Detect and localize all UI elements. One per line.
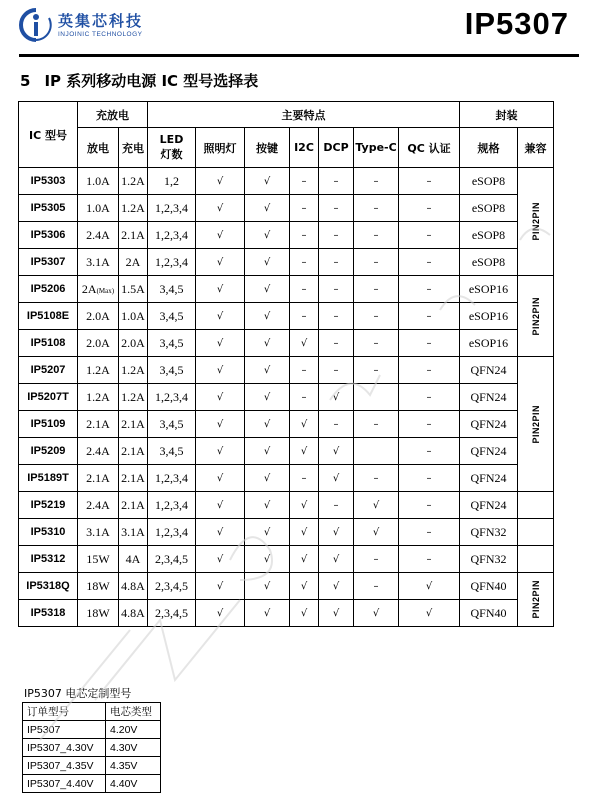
cell-led: 1,2,3,4 xyxy=(148,249,196,276)
table-row xyxy=(19,303,554,330)
cell-charge: 1.2A xyxy=(119,168,148,195)
cell-package: QFN24 xyxy=(460,492,518,519)
header-charge: 充电 xyxy=(119,128,148,168)
cell-type-type: 4.20V xyxy=(106,721,161,739)
cell-qc: – xyxy=(399,519,460,546)
cell-type-order: IP5307 xyxy=(23,721,106,739)
cell-i2c: √ xyxy=(290,492,319,519)
cell-light: √ xyxy=(196,357,245,384)
header-led-line2: 灯数 xyxy=(160,148,183,161)
table-row xyxy=(19,222,554,249)
cell-dcp: √ xyxy=(319,438,354,465)
cell-qc: – xyxy=(399,411,460,438)
cell-key: √ xyxy=(245,438,290,465)
table-row xyxy=(19,168,554,195)
header-package: 封装 xyxy=(460,102,554,128)
cell-types-title: IP5307 电芯定制型号 xyxy=(24,687,132,700)
cell-qc: – xyxy=(399,276,460,303)
cell-dcp: – xyxy=(319,411,354,438)
cell-package: QFN32 xyxy=(460,546,518,573)
cell-typec: – xyxy=(354,357,399,384)
cell-qc: – xyxy=(399,357,460,384)
discharge-value: 3.1A xyxy=(86,254,110,269)
cell-header-type: 电芯类型 xyxy=(106,703,161,721)
cell-compat xyxy=(518,573,554,627)
cell-discharge xyxy=(78,249,119,276)
cell-led: 3,4,5 xyxy=(148,438,196,465)
cell-ic-model: IP5306 xyxy=(19,222,78,249)
cell-compat xyxy=(518,357,554,492)
header-charge-discharge: 充放电 xyxy=(78,102,148,128)
cell-i2c: – xyxy=(290,168,319,195)
discharge-value: 2.0A xyxy=(86,308,110,323)
discharge-value: 2.1A xyxy=(86,416,110,431)
cell-typec: – xyxy=(354,249,399,276)
cell-key: √ xyxy=(245,330,290,357)
discharge-value: 2.4A xyxy=(86,497,110,512)
cell-type-row xyxy=(23,757,161,775)
cell-led: 1,2,3,4 xyxy=(148,492,196,519)
cell-typec: – xyxy=(354,195,399,222)
cell-typec: – xyxy=(354,276,399,303)
cell-i2c: – xyxy=(290,465,319,492)
cell-light: √ xyxy=(196,384,245,411)
table-row xyxy=(19,573,554,600)
company-logo-icon xyxy=(19,8,53,42)
cell-qc: – xyxy=(399,222,460,249)
cell-light: √ xyxy=(196,465,245,492)
cell-i2c: – xyxy=(290,303,319,330)
cell-typec: √ xyxy=(354,519,399,546)
cell-package: eSOP16 xyxy=(460,303,518,330)
cell-dcp: – xyxy=(319,276,354,303)
ic-selection-table xyxy=(18,101,554,627)
cell-discharge xyxy=(78,573,119,600)
cell-led: 1,2,3,4 xyxy=(148,384,196,411)
cell-light: √ xyxy=(196,222,245,249)
cell-dcp: – xyxy=(319,168,354,195)
cell-led: 3,4,5 xyxy=(148,411,196,438)
header-divider xyxy=(19,54,579,57)
discharge-value: 2.1A xyxy=(86,470,110,485)
cell-ic-model: IP5219 xyxy=(19,492,78,519)
cell-i2c: – xyxy=(290,357,319,384)
cell-led: 1,2,3,4 xyxy=(148,222,196,249)
cell-package: QFN32 xyxy=(460,519,518,546)
cell-type-order: IP5307_4.40V xyxy=(23,775,106,793)
cell-ic-model: IP5303 xyxy=(19,168,78,195)
cell-ic-model: IP5310 xyxy=(19,519,78,546)
cell-type-type: 4.30V xyxy=(106,739,161,757)
cell-discharge xyxy=(78,438,119,465)
cell-dcp: √ xyxy=(319,573,354,600)
cell-light: √ xyxy=(196,249,245,276)
header-lighting: 照明灯 xyxy=(196,128,245,168)
discharge-value: 2.4A xyxy=(86,443,110,458)
cell-package: eSOP8 xyxy=(460,168,518,195)
section-number: 5 xyxy=(20,72,31,90)
header-compat: 兼容 xyxy=(518,128,554,168)
table-row xyxy=(19,384,554,411)
discharge-note: (Max) xyxy=(96,286,115,295)
cell-ic-model: IP5108E xyxy=(19,303,78,330)
cell-package: QFN24 xyxy=(460,465,518,492)
compat-label: PIN2PIN xyxy=(530,202,541,241)
cell-discharge xyxy=(78,519,119,546)
cell-qc: – xyxy=(399,195,460,222)
cell-key: √ xyxy=(245,411,290,438)
cell-compat xyxy=(518,519,554,546)
cell-key: √ xyxy=(245,546,290,573)
cell-key: √ xyxy=(245,384,290,411)
header-ic-model: IC 型号 xyxy=(19,102,78,168)
discharge-value: 1.2A xyxy=(86,389,110,404)
cell-package: QFN24 xyxy=(460,411,518,438)
cell-discharge xyxy=(78,384,119,411)
cell-ic-model: IP5108 xyxy=(19,330,78,357)
discharge-value: 3.1A xyxy=(86,524,110,539)
cell-key: √ xyxy=(245,222,290,249)
table-row xyxy=(19,411,554,438)
header-i2c: I2C xyxy=(290,128,319,168)
cell-led: 2,3,4,5 xyxy=(148,546,196,573)
discharge-value: 2.0A xyxy=(86,335,110,350)
cell-typec: √ xyxy=(354,492,399,519)
cell-dcp: √ xyxy=(319,600,354,627)
cell-qc: √ xyxy=(399,600,460,627)
discharge-value: 1.0A xyxy=(86,173,110,188)
cell-light: √ xyxy=(196,330,245,357)
cell-discharge xyxy=(78,222,119,249)
cell-qc: – xyxy=(399,492,460,519)
cell-dcp: √ xyxy=(319,519,354,546)
cell-typec xyxy=(354,384,399,411)
header-led-count xyxy=(148,128,196,168)
cell-qc: – xyxy=(399,465,460,492)
cell-key: √ xyxy=(245,303,290,330)
cell-qc: – xyxy=(399,438,460,465)
cell-ic-model: IP5318 xyxy=(19,600,78,627)
cell-i2c: – xyxy=(290,384,319,411)
cell-type-type: 4.40V xyxy=(106,775,161,793)
cell-discharge xyxy=(78,465,119,492)
cell-discharge xyxy=(78,411,119,438)
cell-charge: 1.2A xyxy=(119,195,148,222)
cell-discharge xyxy=(78,276,119,303)
cell-qc: – xyxy=(399,303,460,330)
table-row xyxy=(19,249,554,276)
cell-led: 1,2,3,4 xyxy=(148,195,196,222)
header-dcp: DCP xyxy=(319,128,354,168)
cell-i2c: √ xyxy=(290,573,319,600)
cell-dcp: – xyxy=(319,492,354,519)
cell-compat xyxy=(518,168,554,276)
table-row xyxy=(19,600,554,627)
cell-typec: – xyxy=(354,303,399,330)
cell-i2c: √ xyxy=(290,438,319,465)
cell-charge: 2.1A xyxy=(119,438,148,465)
cell-key: √ xyxy=(245,168,290,195)
cell-type-order: IP5307_4.35V xyxy=(23,757,106,775)
page-header xyxy=(0,0,602,56)
cell-light: √ xyxy=(196,492,245,519)
cell-typec: – xyxy=(354,465,399,492)
cell-ic-model: IP5189T xyxy=(19,465,78,492)
cell-dcp: – xyxy=(319,249,354,276)
cell-discharge xyxy=(78,168,119,195)
cell-i2c: √ xyxy=(290,546,319,573)
cell-dcp: √ xyxy=(319,384,354,411)
cell-key: √ xyxy=(245,465,290,492)
cell-type-row xyxy=(23,739,161,757)
cell-dcp: – xyxy=(319,303,354,330)
cell-ic-model: IP5305 xyxy=(19,195,78,222)
header-typec: Type-C xyxy=(354,128,399,168)
cell-ic-model: IP5207T xyxy=(19,384,78,411)
cell-charge: 2.1A xyxy=(119,492,148,519)
compat-label: PIN2PIN xyxy=(530,404,541,444)
cell-key: √ xyxy=(245,249,290,276)
cell-charge: 1.0A xyxy=(119,303,148,330)
discharge-value: 2A xyxy=(81,281,97,296)
cell-ic-model: IP5206 xyxy=(19,276,78,303)
cell-light: √ xyxy=(196,519,245,546)
cell-key: √ xyxy=(245,357,290,384)
cell-led: 3,4,5 xyxy=(148,276,196,303)
document-model-number: IP5307 xyxy=(464,6,569,41)
cell-light: √ xyxy=(196,600,245,627)
cell-dcp: – xyxy=(319,195,354,222)
cell-qc: – xyxy=(399,330,460,357)
cell-led: 3,4,5 xyxy=(148,303,196,330)
cell-compat xyxy=(518,492,554,519)
cell-package: QFN40 xyxy=(460,600,518,627)
table-row xyxy=(19,276,554,303)
discharge-value: 1.2A xyxy=(86,362,110,377)
cell-discharge xyxy=(78,303,119,330)
cell-light: √ xyxy=(196,303,245,330)
cell-dcp: – xyxy=(319,222,354,249)
cell-typec: √ xyxy=(354,600,399,627)
cell-light: √ xyxy=(196,573,245,600)
cell-light: √ xyxy=(196,195,245,222)
cell-light: √ xyxy=(196,438,245,465)
header-spec: 规格 xyxy=(460,128,518,168)
cell-led: 1,2,3,4 xyxy=(148,465,196,492)
cell-charge: 4A xyxy=(119,546,148,573)
cell-charge: 1.5A xyxy=(119,276,148,303)
cell-charge: 4.8A xyxy=(119,573,148,600)
cell-typec: – xyxy=(354,330,399,357)
cell-typec: – xyxy=(354,168,399,195)
cell-key: √ xyxy=(245,519,290,546)
table-row xyxy=(19,492,554,519)
cell-key: √ xyxy=(245,195,290,222)
cell-i2c: – xyxy=(290,222,319,249)
table-row xyxy=(19,546,554,573)
cell-package: eSOP8 xyxy=(460,249,518,276)
cell-discharge xyxy=(78,546,119,573)
discharge-value: 2.4A xyxy=(86,227,110,242)
cell-type-row xyxy=(23,721,161,739)
cell-charge: 2.1A xyxy=(119,465,148,492)
cell-dcp: – xyxy=(319,330,354,357)
cell-key: √ xyxy=(245,492,290,519)
cell-light: √ xyxy=(196,276,245,303)
cell-package: QFN40 xyxy=(460,573,518,600)
header-qc: QC 认证 xyxy=(399,128,460,168)
cell-i2c: – xyxy=(290,249,319,276)
cell-dcp: – xyxy=(319,357,354,384)
cell-qc: – xyxy=(399,546,460,573)
cell-dcp: √ xyxy=(319,465,354,492)
cell-light: √ xyxy=(196,168,245,195)
cell-i2c: – xyxy=(290,276,319,303)
cell-i2c: √ xyxy=(290,411,319,438)
cell-led: 2,3,4,5 xyxy=(148,573,196,600)
cell-package: QFN24 xyxy=(460,357,518,384)
cell-package: QFN24 xyxy=(460,438,518,465)
cell-package: eSOP16 xyxy=(460,330,518,357)
cell-charge: 4.8A xyxy=(119,600,148,627)
cell-led: 1,2,3,4 xyxy=(148,519,196,546)
cell-i2c: √ xyxy=(290,600,319,627)
company-name-en: INJOINIC TECHNOLOGY xyxy=(58,31,143,38)
discharge-value: 15W xyxy=(86,551,110,566)
cell-package: eSOP16 xyxy=(460,276,518,303)
cell-ic-model: IP5318Q xyxy=(19,573,78,600)
header-main-features: 主要特点 xyxy=(148,102,460,128)
cell-discharge xyxy=(78,357,119,384)
cell-key: √ xyxy=(245,573,290,600)
cell-qc: √ xyxy=(399,573,460,600)
table-row xyxy=(19,330,554,357)
cell-led: 3,4,5 xyxy=(148,357,196,384)
cell-charge: 1.2A xyxy=(119,384,148,411)
cell-typec: – xyxy=(354,222,399,249)
cell-discharge xyxy=(78,492,119,519)
cell-type-row xyxy=(23,775,161,793)
cell-ic-model: IP5209 xyxy=(19,438,78,465)
cell-package: eSOP8 xyxy=(460,222,518,249)
cell-ic-model: IP5312 xyxy=(19,546,78,573)
cell-charge: 3.1A xyxy=(119,519,148,546)
table-row xyxy=(19,195,554,222)
ic-table-body xyxy=(19,168,554,627)
header-led-line1: LED xyxy=(159,133,184,146)
discharge-value: 18W xyxy=(86,605,110,620)
cell-discharge xyxy=(78,195,119,222)
cell-discharge xyxy=(78,330,119,357)
table-row xyxy=(19,465,554,492)
cell-ic-model: IP5109 xyxy=(19,411,78,438)
cell-typec: – xyxy=(354,546,399,573)
cell-types-table xyxy=(22,702,161,793)
cell-i2c: √ xyxy=(290,519,319,546)
cell-led: 2,3,4,5 xyxy=(148,600,196,627)
discharge-value: 18W xyxy=(86,578,110,593)
cell-compat xyxy=(518,546,554,573)
header-discharge: 放电 xyxy=(78,128,119,168)
compat-label: PIN2PIN xyxy=(530,580,541,619)
section-title: IP 系列移动电源 IC 型号选择表 xyxy=(44,72,259,90)
cell-compat xyxy=(518,276,554,357)
cell-charge: 2A xyxy=(119,249,148,276)
cell-typec: – xyxy=(354,411,399,438)
header-key: 按键 xyxy=(245,128,290,168)
company-name-cn: 英集芯科技 xyxy=(58,12,144,30)
discharge-value: 1.0A xyxy=(86,200,110,215)
cell-type-order: IP5307_4.30V xyxy=(23,739,106,757)
table-row xyxy=(19,519,554,546)
cell-qc: – xyxy=(399,168,460,195)
cell-ic-model: IP5307 xyxy=(19,249,78,276)
table-row xyxy=(19,357,554,384)
cell-i2c: √ xyxy=(290,330,319,357)
compat-label: PIN2PIN xyxy=(530,296,541,336)
cell-package: QFN24 xyxy=(460,384,518,411)
cell-types-body xyxy=(23,703,161,793)
cell-header-order: 订单型号 xyxy=(23,703,106,721)
cell-i2c: – xyxy=(290,195,319,222)
cell-led: 1,2 xyxy=(148,168,196,195)
cell-charge: 2.0A xyxy=(119,330,148,357)
cell-light: √ xyxy=(196,411,245,438)
cell-qc: – xyxy=(399,249,460,276)
cell-light: √ xyxy=(196,546,245,573)
cell-typec: – xyxy=(354,573,399,600)
section-heading xyxy=(20,70,258,91)
cell-typec xyxy=(354,438,399,465)
cell-qc: – xyxy=(399,384,460,411)
cell-ic-model: IP5207 xyxy=(19,357,78,384)
cell-key: √ xyxy=(245,600,290,627)
cell-charge: 2.1A xyxy=(119,222,148,249)
cell-charge: 1.2A xyxy=(119,357,148,384)
cell-dcp: √ xyxy=(319,546,354,573)
cell-package: eSOP8 xyxy=(460,195,518,222)
cell-type-type: 4.35V xyxy=(106,757,161,775)
cell-charge: 2.1A xyxy=(119,411,148,438)
cell-key: √ xyxy=(245,276,290,303)
cell-led: 3,4,5 xyxy=(148,330,196,357)
cell-discharge xyxy=(78,600,119,627)
table-row xyxy=(19,438,554,465)
